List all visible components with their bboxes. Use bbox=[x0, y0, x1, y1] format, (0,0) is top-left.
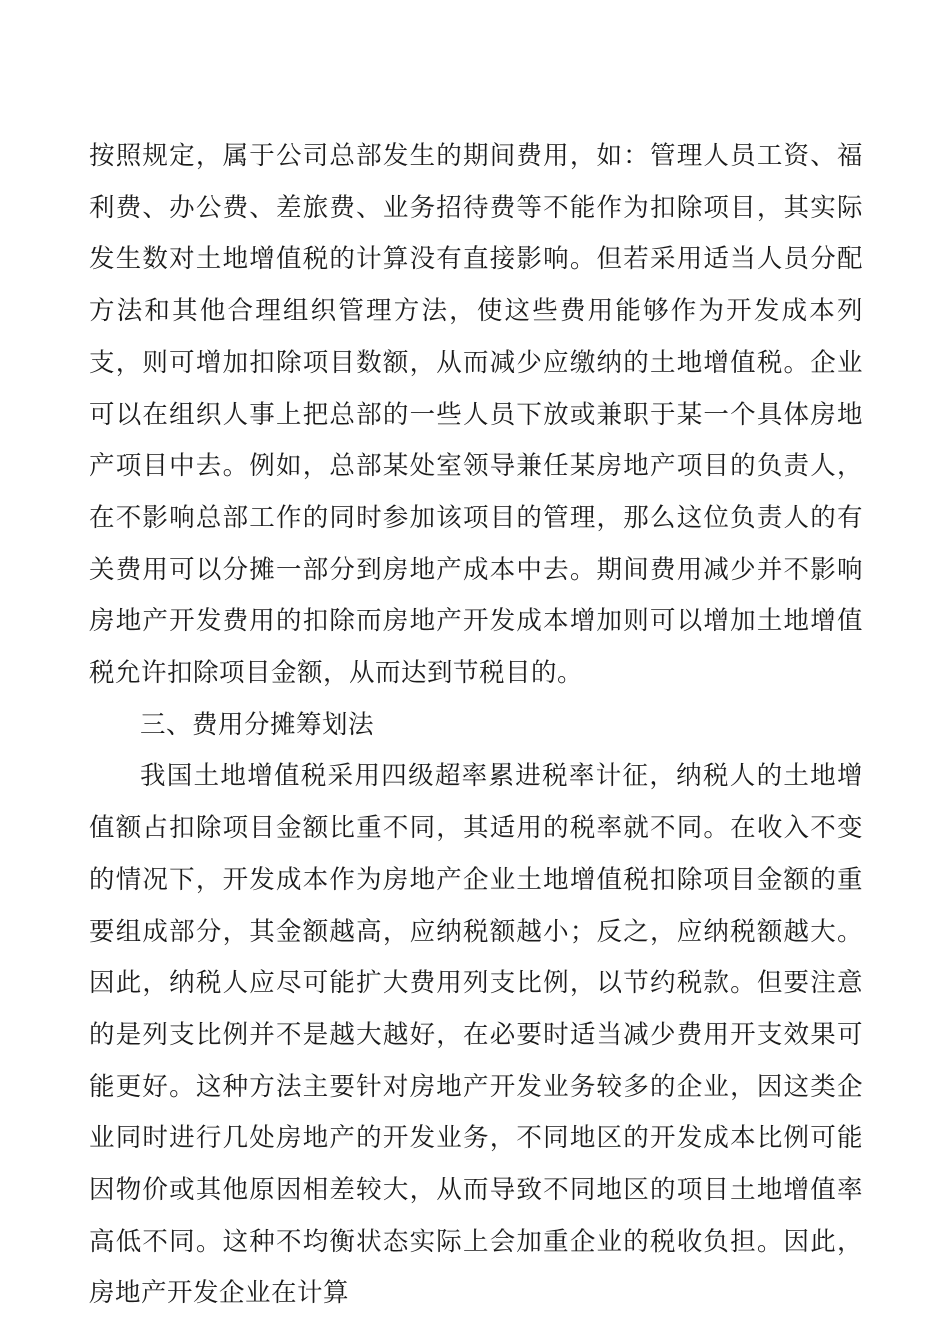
section-heading: 三、费用分摊筹划法 bbox=[140, 709, 375, 740]
document-page bbox=[89, 131, 863, 1320]
paragraph-expense-allocation: 按照规定，属于公司总部发生的期间费用，如：管理人员工资、福利费、办公费、差旅费、业务招待费等不能作为扣除项目，其实际发生数对土地增值税的计算没有直接影响。但若采用适当人员分配方法和其他合理组织管理方法，使这些费用能够作为开发成本列支，则可增加扣除项目数额，从而减少应缴纳的土地增值税。企业可以在组织人事上把总部的一些人员下放或兼职于某一个具体房地产项目中去。例如，总部某处室领导兼任某房地产项目的负责人，在不影响总部工作的同时参加该项目的管理，那么这位负责人的有关费用可以分摊一部分到房地产成本中去。期间费用减少并不影响房地产开发费用的扣除而房地产开发成本增加则可以增加土地增值税允许扣除项目金额，从而达到节税目的。 bbox=[89, 141, 863, 689]
paragraph-cost-sharing: 我国土地增值税采用四级超率累进税率计征，纳税人的土地增值额占扣除项目金额比重不同，其适用的税率就不同。在收入不变的情况下，开发成本作为房地产企业土地增值税扣除项目金额的重要组成部分，其金额越高，应纳税额越小；反之，应纳税额越大。因此，纳税人应尽可能扩大费用列支比例，以节约税款。但要注意的是列支比例并不是越大越好，在必要时适当减少费用开支效果可能更好。这种方法主要针对房地产开发业务较多的企业，因这类企业同时进行几处房地产的开发业务，不同地区的开发成本比例可能因物价或其他原因相差较大，从而导致不同地区的项目土地增值率高低不同。这种不均衡状态实际上会加重企业的税收负担。因此，房地产开发企业在计算 bbox=[89, 761, 863, 1309]
